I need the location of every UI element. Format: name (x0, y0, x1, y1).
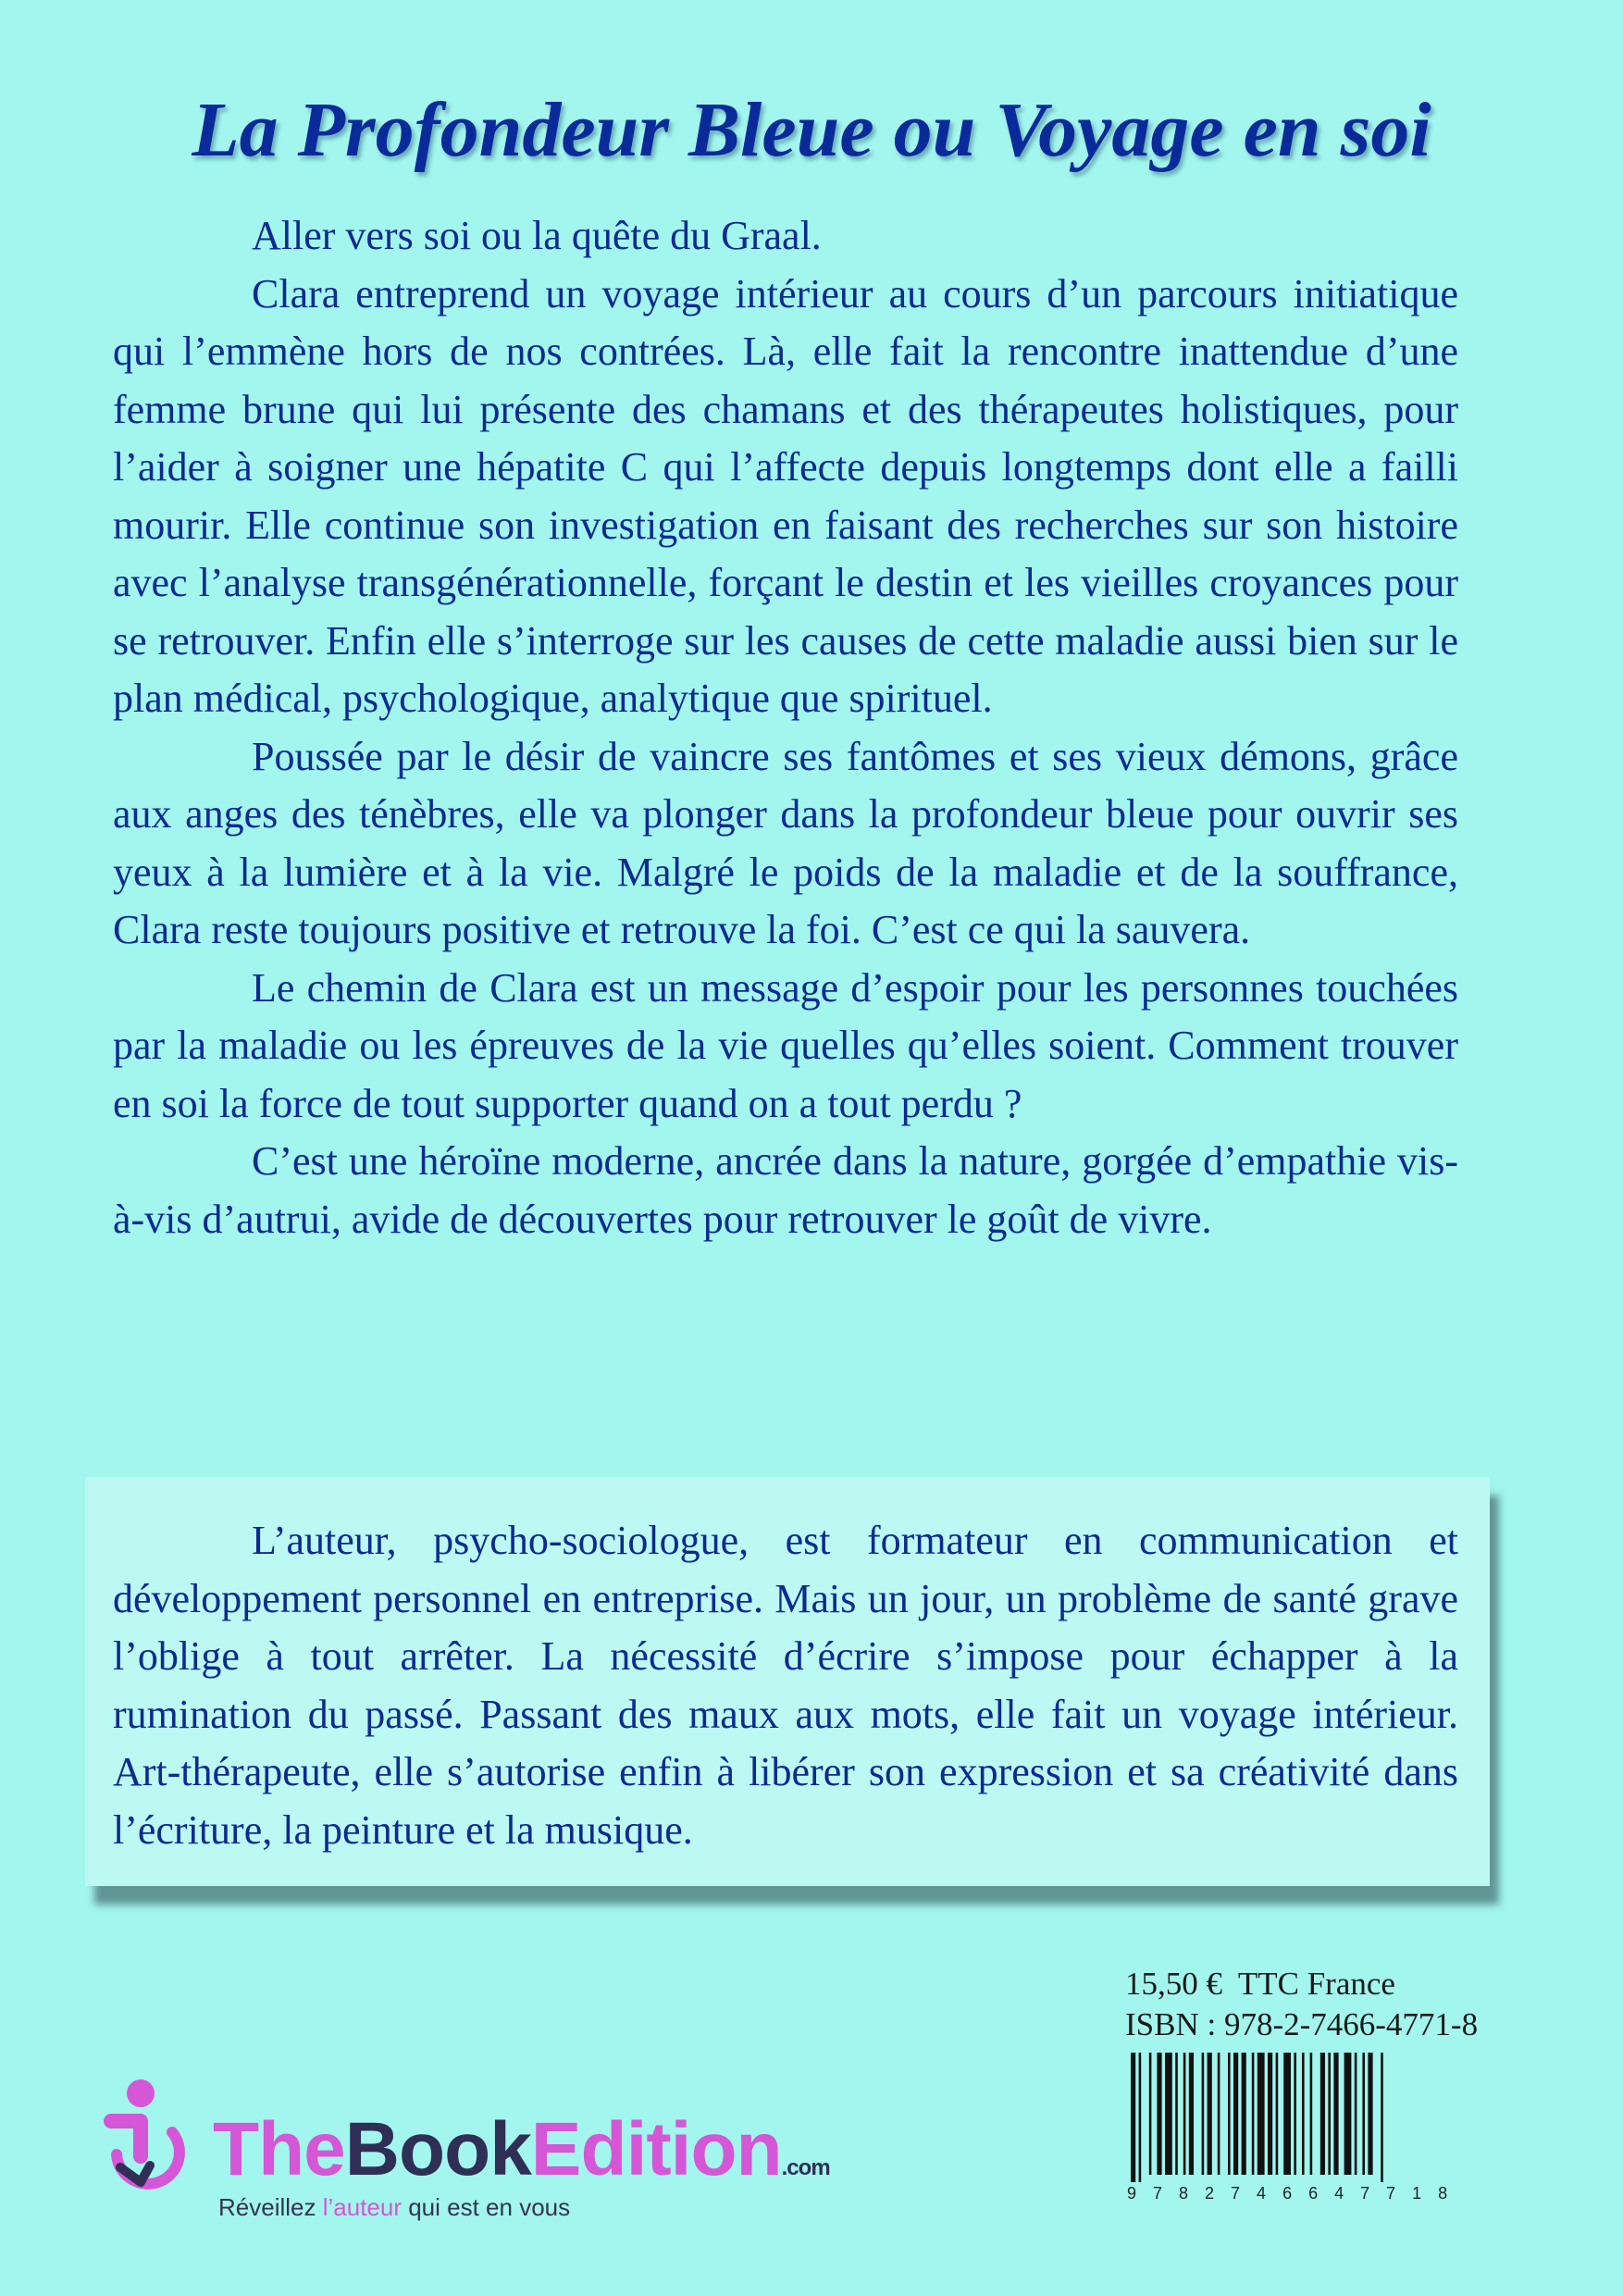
barcode-bar (1381, 2053, 1383, 2182)
barcode-bar (1333, 2053, 1338, 2175)
slogan-start: Réveillez (218, 2193, 323, 2221)
barcode-bar (1302, 2053, 1305, 2175)
barcode-bar (1183, 2053, 1186, 2175)
barcode-bar (1233, 2053, 1238, 2175)
person-circle-logo-icon (83, 2073, 213, 2203)
barcode-bar (1258, 2053, 1265, 2175)
price: 15,50 € TTC France (1125, 1966, 1395, 2002)
author-bio: L’auteur, psycho-sociologue, est formateur en communication et développement personnel en entreprise. Mais un jour, un problème de santé grave l’oblige à tout arrêter. La nécessité d’écrire s’impose pour échapper à la rumination du passé. Passant des maux aux mots, elle fait un voyage intérieur. Art-thérapeute, elle s’autorise enfin à libérer son expression et sa créativité dans l’écriture, la peinture et la musique. (113, 1518, 1458, 1853)
slogan-accent: l’auteur (322, 2193, 402, 2221)
isbn: ISBN : 978-2-7466-4771-8 (1125, 2006, 1479, 2042)
barcode (1127, 2053, 1469, 2273)
barcode-bar (1368, 2053, 1372, 2175)
barcode-bar (1242, 2053, 1246, 2175)
barcode-bar (1208, 2053, 1212, 2175)
barcode-bar (1276, 2053, 1279, 2175)
publisher-slogan (218, 2193, 570, 2222)
barcode-bar (1149, 2053, 1152, 2175)
publisher-name-book: Book (344, 2107, 531, 2191)
barcode-bar (1139, 2053, 1142, 2182)
barcode-bar (1202, 2053, 1205, 2175)
barcode-bar (1355, 2053, 1357, 2175)
synopsis-paragraph: Le chemin de Clara est un message d’espoir pour les personnes touchées par la maladie ou les épreuves de la vie quelles qu’elles soient. Comment trouver en soi la force de tout supporter quand on a tout perdu ? (113, 964, 1458, 1126)
barcode-bar (1165, 2053, 1172, 2175)
barcode-bars (1127, 2053, 1469, 2182)
barcode-bar (1157, 2053, 1161, 2175)
barcode-bar (1175, 2053, 1178, 2175)
barcode-bar (1328, 2053, 1331, 2175)
barcode-bar (1320, 2053, 1325, 2175)
publisher-name (213, 2106, 830, 2193)
synopsis (113, 207, 1458, 1248)
barcode-digits: 9782746647718 (1127, 2184, 1465, 2203)
publisher-name-the: The (213, 2107, 345, 2191)
barcode-bar (1228, 2053, 1231, 2175)
barcode-bar (1344, 2053, 1352, 2175)
author-bio-box (85, 1477, 1490, 1886)
barcode-bar (1218, 2053, 1220, 2175)
publisher-name-edition: Edition (530, 2107, 782, 2191)
publisher-name-com: .com (781, 2155, 830, 2180)
barcode-bar (1131, 2053, 1135, 2182)
barcode-bar (1252, 2053, 1255, 2175)
barcode-bar (1310, 2053, 1313, 2175)
barcode-bar (1189, 2053, 1194, 2175)
barcode-bar (1294, 2053, 1296, 2175)
synopsis-paragraph: Clara entreprend un voyage intérieur au cours d’un parcours initiatique qui l’emmène hors de nos contrées. Là, elle fait la rencontre inattendue d’une femme brune qui lui présente des chamans et des thérapeutes holistiques, pour l’aider à soigner une hépatite C qui l’affecte depuis longtemps dont elle a failli mourir. Elle continue son investigation en faisant des recherches sur son histoire avec l’analyse transgénérationnelle, forçant le destin et les vieilles croyances pour se retrouver. Enfin elle s’interroge sur les causes de cette maladie aussi bien sur le plan médical, psychologique, analytique que spirituel. (113, 270, 1458, 721)
barcode-bar (1362, 2053, 1365, 2175)
barcode-bar (1268, 2053, 1272, 2175)
book-title: La Profondeur Bleue ou Voyage en soi (192, 87, 1431, 173)
slogan-end: qui est en vous (402, 2193, 571, 2221)
synopsis-paragraph: Poussée par le désir de vaincre ses fantômes et ses vieux démons, grâce aux anges des ténèbres, elle va plonger dans la profondeur bleue pour ouvrir ses yeux à la lumière et à la vie. Malgré le poids de la maladie et de la souffrance, Clara reste toujours positive et retrouve la foi. C’est ce qui la sauvera. (113, 733, 1458, 952)
barcode-bar (1283, 2053, 1291, 2175)
publisher-logo (83, 2073, 842, 2258)
synopsis-paragraph: C’est une héroïne moderne, ancrée dans la nature, gorgée d’empathie vis-à-vis d’autrui, avide de découvertes pour retrouver le goût de vivre. (113, 1138, 1458, 1242)
synopsis-paragraph: Aller vers soi ou la quête du Graal. (252, 213, 822, 258)
